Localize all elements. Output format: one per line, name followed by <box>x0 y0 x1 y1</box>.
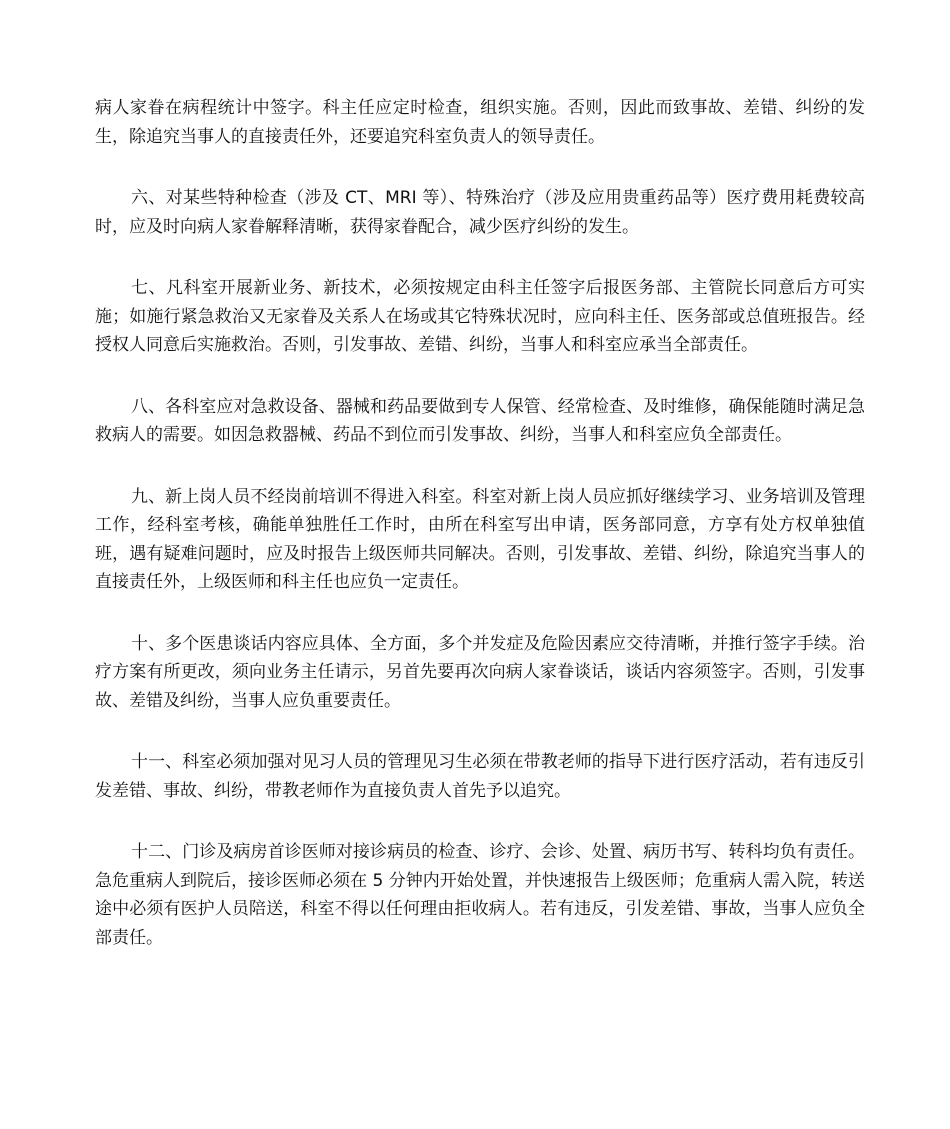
paragraph-item-7: 七、凡科室开展新业务、新技术，必须按规定由科主任签字后报医务部、主管院长同意后方可实施；如施行紧急救治又无家眷及关系人在场或其它特殊状况时，应向科主任、医务部或总值班报告。经授权人同意后实施救治。否则，引发事故、差错、纠纷，当事人和科室应承当全部责任。 <box>95 278 865 355</box>
document-body <box>95 94 865 985</box>
paragraph-item-9: 九、新上岗人员不经岗前培训不得进入科室。科室对新上岗人员应抓好继续学习、业务培训及管理工作，经科室考核，确能单独胜任工作时，由所在科室写出申请，医务部同意，方享有处方权单独值班，遇有疑难问题时，应及时报告上级医师共同解决。否则，引发事故、差错、纠纷，除追究当事人的直接责任外，上级医师和科主任也应负一定责任。 <box>95 486 865 592</box>
paragraph-item-6: 六、对某些特种检查（涉及 CT、MRI 等）、特殊治疗（涉及应用贵重药品等）医疗费用耗费较高时，应及时向病人家眷解释清晰，获得家眷配合，减少医疗纠纷的发生。 <box>95 188 865 237</box>
paragraph-item-12: 十二、门诊及病房首诊医师对接诊病员的检查、诊疗、会诊、处置、病历书写、转科均负有责任。急危重病人到院后，接诊医师必须在 5 分钟内开始处置，并快速报告上级医师；危重病人需入院，转送途中必须有医护人员陪送，科室不得以任何理由拒收病人。若有违反，引发差错、事故，当事人应负全部责任。 <box>95 842 865 948</box>
paragraph-continuation: 病人家眷在病程统计中签字。科主任应定时检查，组织实施。否则，因此而致事故、差错、纠纷的发生，除追究当事人的直接责任外，还要追究科室负责人的领导责任。 <box>95 98 865 147</box>
paragraph-item-10: 十、多个医患谈话内容应具体、全方面，多个并发症及危险因素应交待清晰，并推行签字手续。治疗方案有所更改，须向业务主任请示，另首先要再次向病人家眷谈话，谈话内容须签字。否则，引发事故、差错及纠纷，当事人应负重要责任。 <box>95 633 865 711</box>
paragraph-item-8: 八、各科室应对急救设备、器械和药品要做到专人保管、经常检查、及时维修，确保能随时满足急救病人的需要。如因急救器械、药品不到位而引发事故、纠纷，当事人和科室应负全部责任。 <box>95 396 865 445</box>
paragraph-item-11: 十一、科室必须加强对见习人员的管理见习生必须在带教老师的指导下进行医疗活动，若有违反引发差错、事故、纠纷，带教老师作为直接负责人首先予以追究。 <box>95 752 865 801</box>
